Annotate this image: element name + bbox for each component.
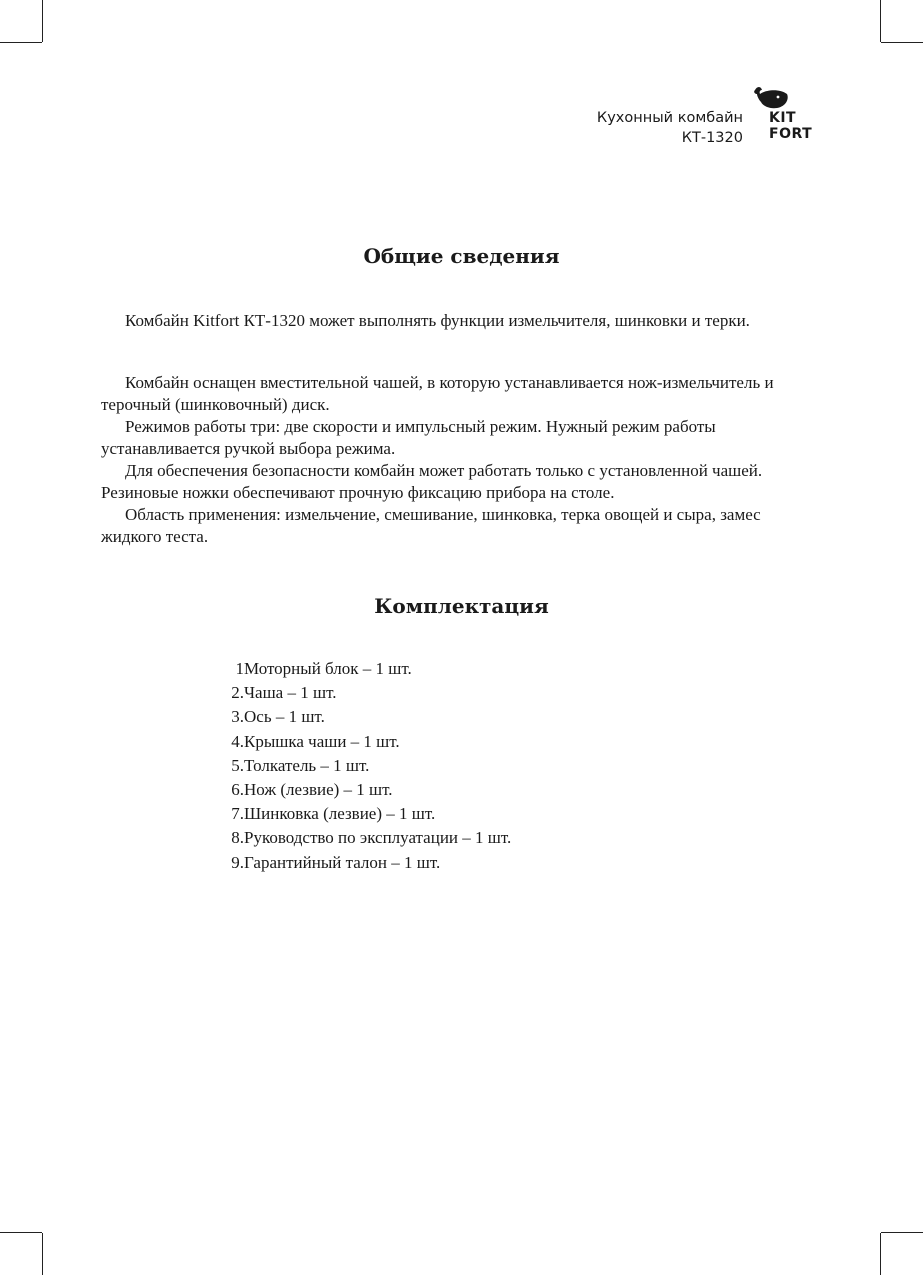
list-item <box>206 851 511 875</box>
list-item-text: Моторный блок – 1 шт. <box>244 659 412 678</box>
list-item <box>206 730 511 754</box>
kitfort-logo <box>751 84 821 148</box>
list-item <box>206 681 511 705</box>
list-item <box>206 705 511 729</box>
list-item-text: Гарантийный талон – 1 шт. <box>244 852 441 872</box>
paragraph-modes: Режимов работы три: две скорости и импульсный режим. Нужный режим работы устанавливается ручкой выбора режима. <box>101 417 716 458</box>
whale-icon <box>751 84 791 112</box>
list-item-number: 3. <box>231 707 244 727</box>
list-item <box>206 754 511 778</box>
crop-mark-bottom-left <box>42 1233 43 1275</box>
section-title-general: Общие сведения <box>363 244 560 268</box>
list-item-number: 2. <box>231 683 244 703</box>
product-model: КТ-1320 <box>681 130 743 146</box>
page-header <box>597 108 743 148</box>
list-item-number: 9. <box>231 852 244 872</box>
list-item-number: 8. <box>231 828 244 848</box>
description-block <box>101 372 813 548</box>
logo-line-kit: KIT <box>769 110 797 126</box>
list-item <box>206 826 511 850</box>
list-item <box>206 802 511 826</box>
list-item-number: 6. <box>231 780 244 800</box>
intro-paragraph: Комбайн Kitfort КТ-1320 может выполнять функции измельчителя, шинковки и терки. <box>125 311 750 330</box>
paragraph-usage: Область применения: измельчение, смешивание, шинковка, терка овощей и сыра, замес жидкого теста. <box>101 505 761 546</box>
paragraph-bowl: Комбайн оснащен вместительной чашей, в которую устанавливается нож-измельчитель и терочный (шинковочный) диск. <box>101 373 774 414</box>
list-item-text: Шинковка (лезвие) – 1 шт. <box>244 804 436 824</box>
list-item-text: Руководство по эксплуатации – 1 шт. <box>244 828 512 848</box>
list-item-text: Крышка чаши – 1 шт. <box>244 731 400 751</box>
logo-text <box>769 110 812 142</box>
list-item-number: 1 <box>235 659 244 678</box>
crop-mark-bottom-right <box>880 1233 881 1275</box>
list-item-text: Ось – 1 шт. <box>244 707 325 727</box>
paragraph-safety: Для обеспечения безопасности комбайн может работать только с установленной чашей. Резиновые ножки обеспечивают прочную фиксацию прибора на столе. <box>101 461 763 502</box>
crop-mark-bottom-left-h <box>0 1232 42 1233</box>
product-name: Кухонный комбайн <box>596 110 743 126</box>
logo-line-fort: FORT <box>769 126 813 142</box>
list-item-number: 4. <box>231 731 244 751</box>
crop-mark-top-right <box>880 0 881 42</box>
list-item <box>206 778 511 802</box>
list-item-number: 5. <box>231 755 244 775</box>
crop-mark-top-left-h <box>0 42 42 43</box>
list-item-number: 7. <box>231 804 244 824</box>
section-title-kit: Комплектация <box>374 594 549 618</box>
crop-mark-top-left <box>42 0 43 42</box>
list-item <box>206 657 511 681</box>
kit-list <box>206 657 511 875</box>
crop-mark-bottom-right-h <box>881 1232 923 1233</box>
list-item-text: Чаша – 1 шт. <box>244 683 337 703</box>
intro-block <box>101 310 813 332</box>
list-item-text: Нож (лезвие) – 1 шт. <box>244 780 393 800</box>
list-item-text: Толкатель – 1 шт. <box>244 755 370 775</box>
crop-mark-top-right-h <box>881 42 923 43</box>
